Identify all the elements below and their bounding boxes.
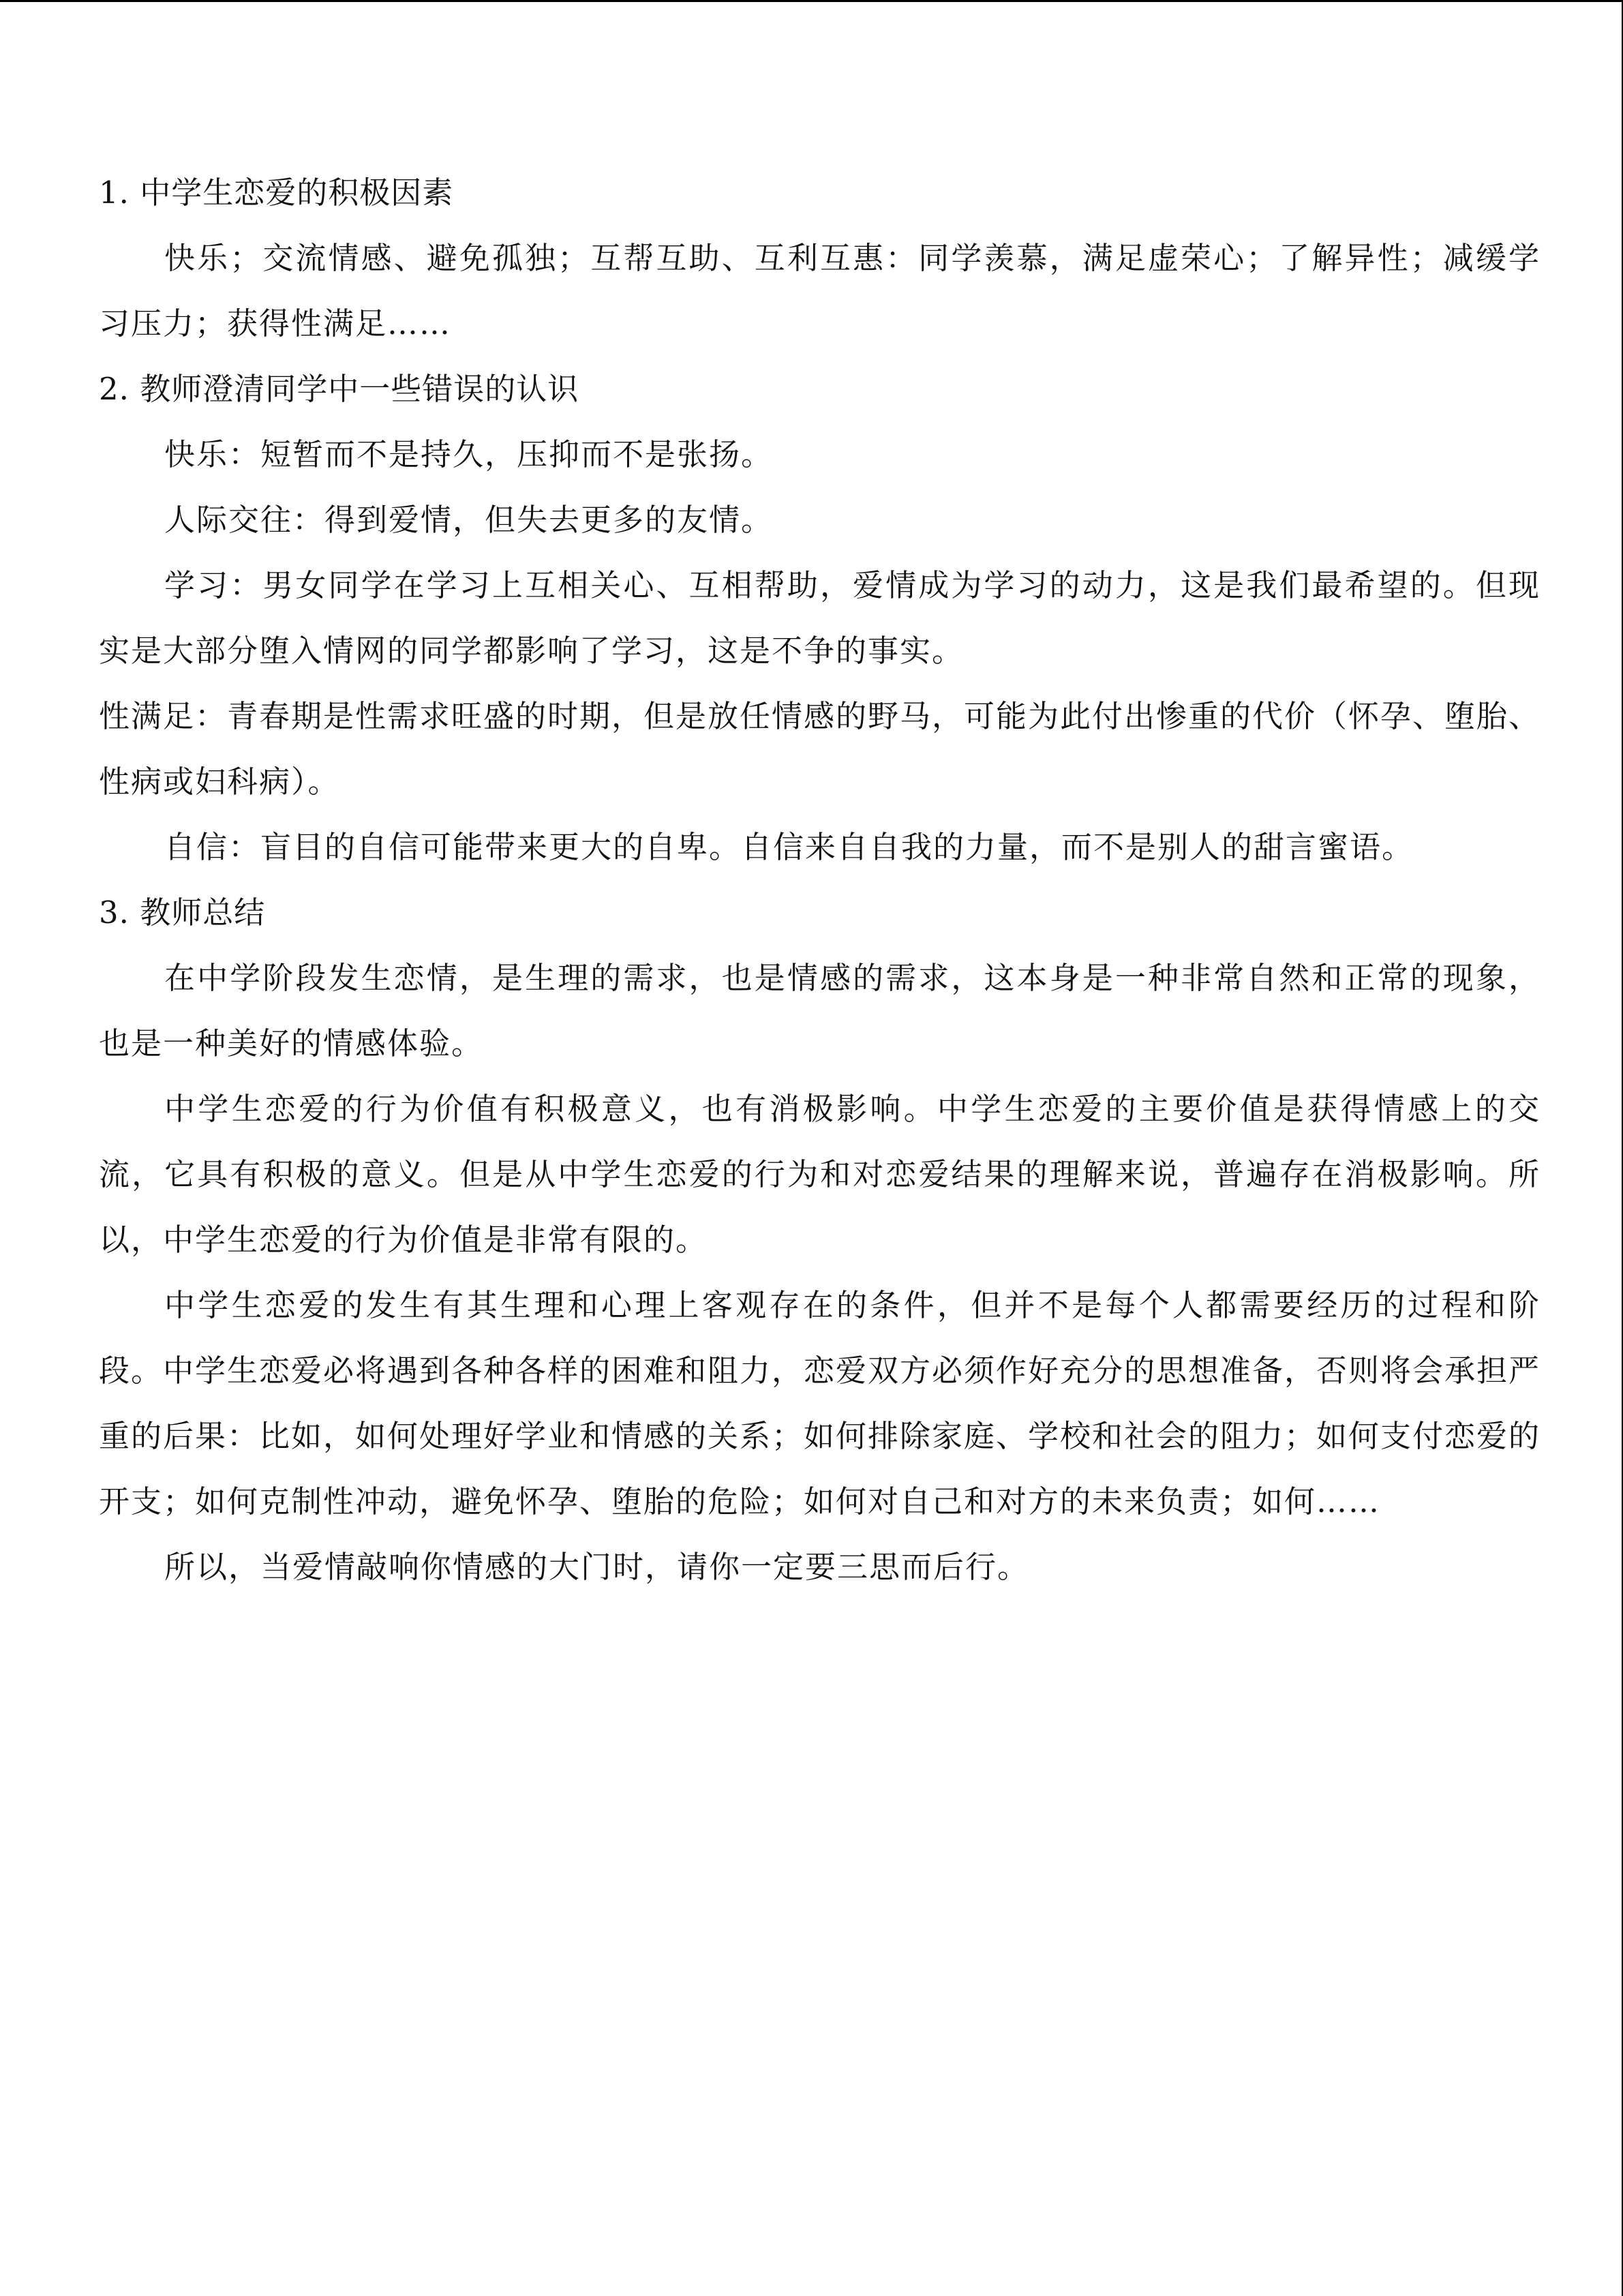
paragraph: 自信：盲目的自信可能带来更大的自卑。自信来自自我的力量，而不是别人的甜言蜜语。: [164, 829, 1414, 865]
section-heading-1: 1. 中学生恋爱的积极因素: [99, 175, 454, 211]
paragraph: 性满足：青春期是性需求旺盛的时期，但是放任情感的野马，可能为此付出惨重的代价（怀孕、堕胎、性病或妇科病）。: [99, 698, 1541, 800]
paragraph: 快乐；交流情感、避免孤独；互帮互助、互利互惠：同学羡慕，满足虚荣心；了解异性；减缓学习压力；获得性满足……: [99, 240, 1541, 342]
paragraph: 中学生恋爱的发生有其生理和心理上客观存在的条件，但并不是每个人都需要经历的过程和阶段。中学生恋爱必将遇到各种各样的困难和阻力，恋爱双方必须作好充分的思想准备，否则将会承担严重的后果：比如，如何处理好学业和情感的关系；如何排除家庭、学校和社会的阻力；如何支付恋爱的开支；如何克制性冲动，避免怀孕、堕胎的危险；如何对自己和对方的未来负责；如何……: [99, 1287, 1541, 1520]
paragraph: 学习：男女同学在学习上互相关心、互相帮助，爱情成为学习的动力，这是我们最希望的。但现实是大部分堕入情网的同学都影响了学习，这是不争的事实。: [99, 567, 1541, 669]
section-heading-2: 2. 教师澄清同学中一些错误的认识: [99, 371, 579, 407]
paragraph: 中学生恋爱的行为价值有积极意义，也有消极影响。中学生恋爱的主要价值是获得情感上的交流，它具有积极的意义。但是从中学生恋爱的行为和对恋爱结果的理解来说，普遍存在消极影响。所以，中学生恋爱的行为价值是非常有限的。: [99, 1091, 1541, 1258]
paragraph: 在中学阶段发生恋情，是生理的需求，也是情感的需求，这本身是一种非常自然和正常的现象，也是一种美好的情感体验。: [99, 960, 1541, 1061]
paragraph: 人际交往：得到爱情，但失去更多的友情。: [164, 502, 774, 538]
paragraph: 快乐：短暂而不是持久，压抑而不是张扬。: [164, 436, 774, 472]
document-body: [99, 160, 1541, 1600]
section-heading-3: 3. 教师总结: [99, 894, 266, 931]
paragraph: 所以，当爱情敲响你情感的大门时，请你一定要三思而后行。: [164, 1549, 1030, 1585]
